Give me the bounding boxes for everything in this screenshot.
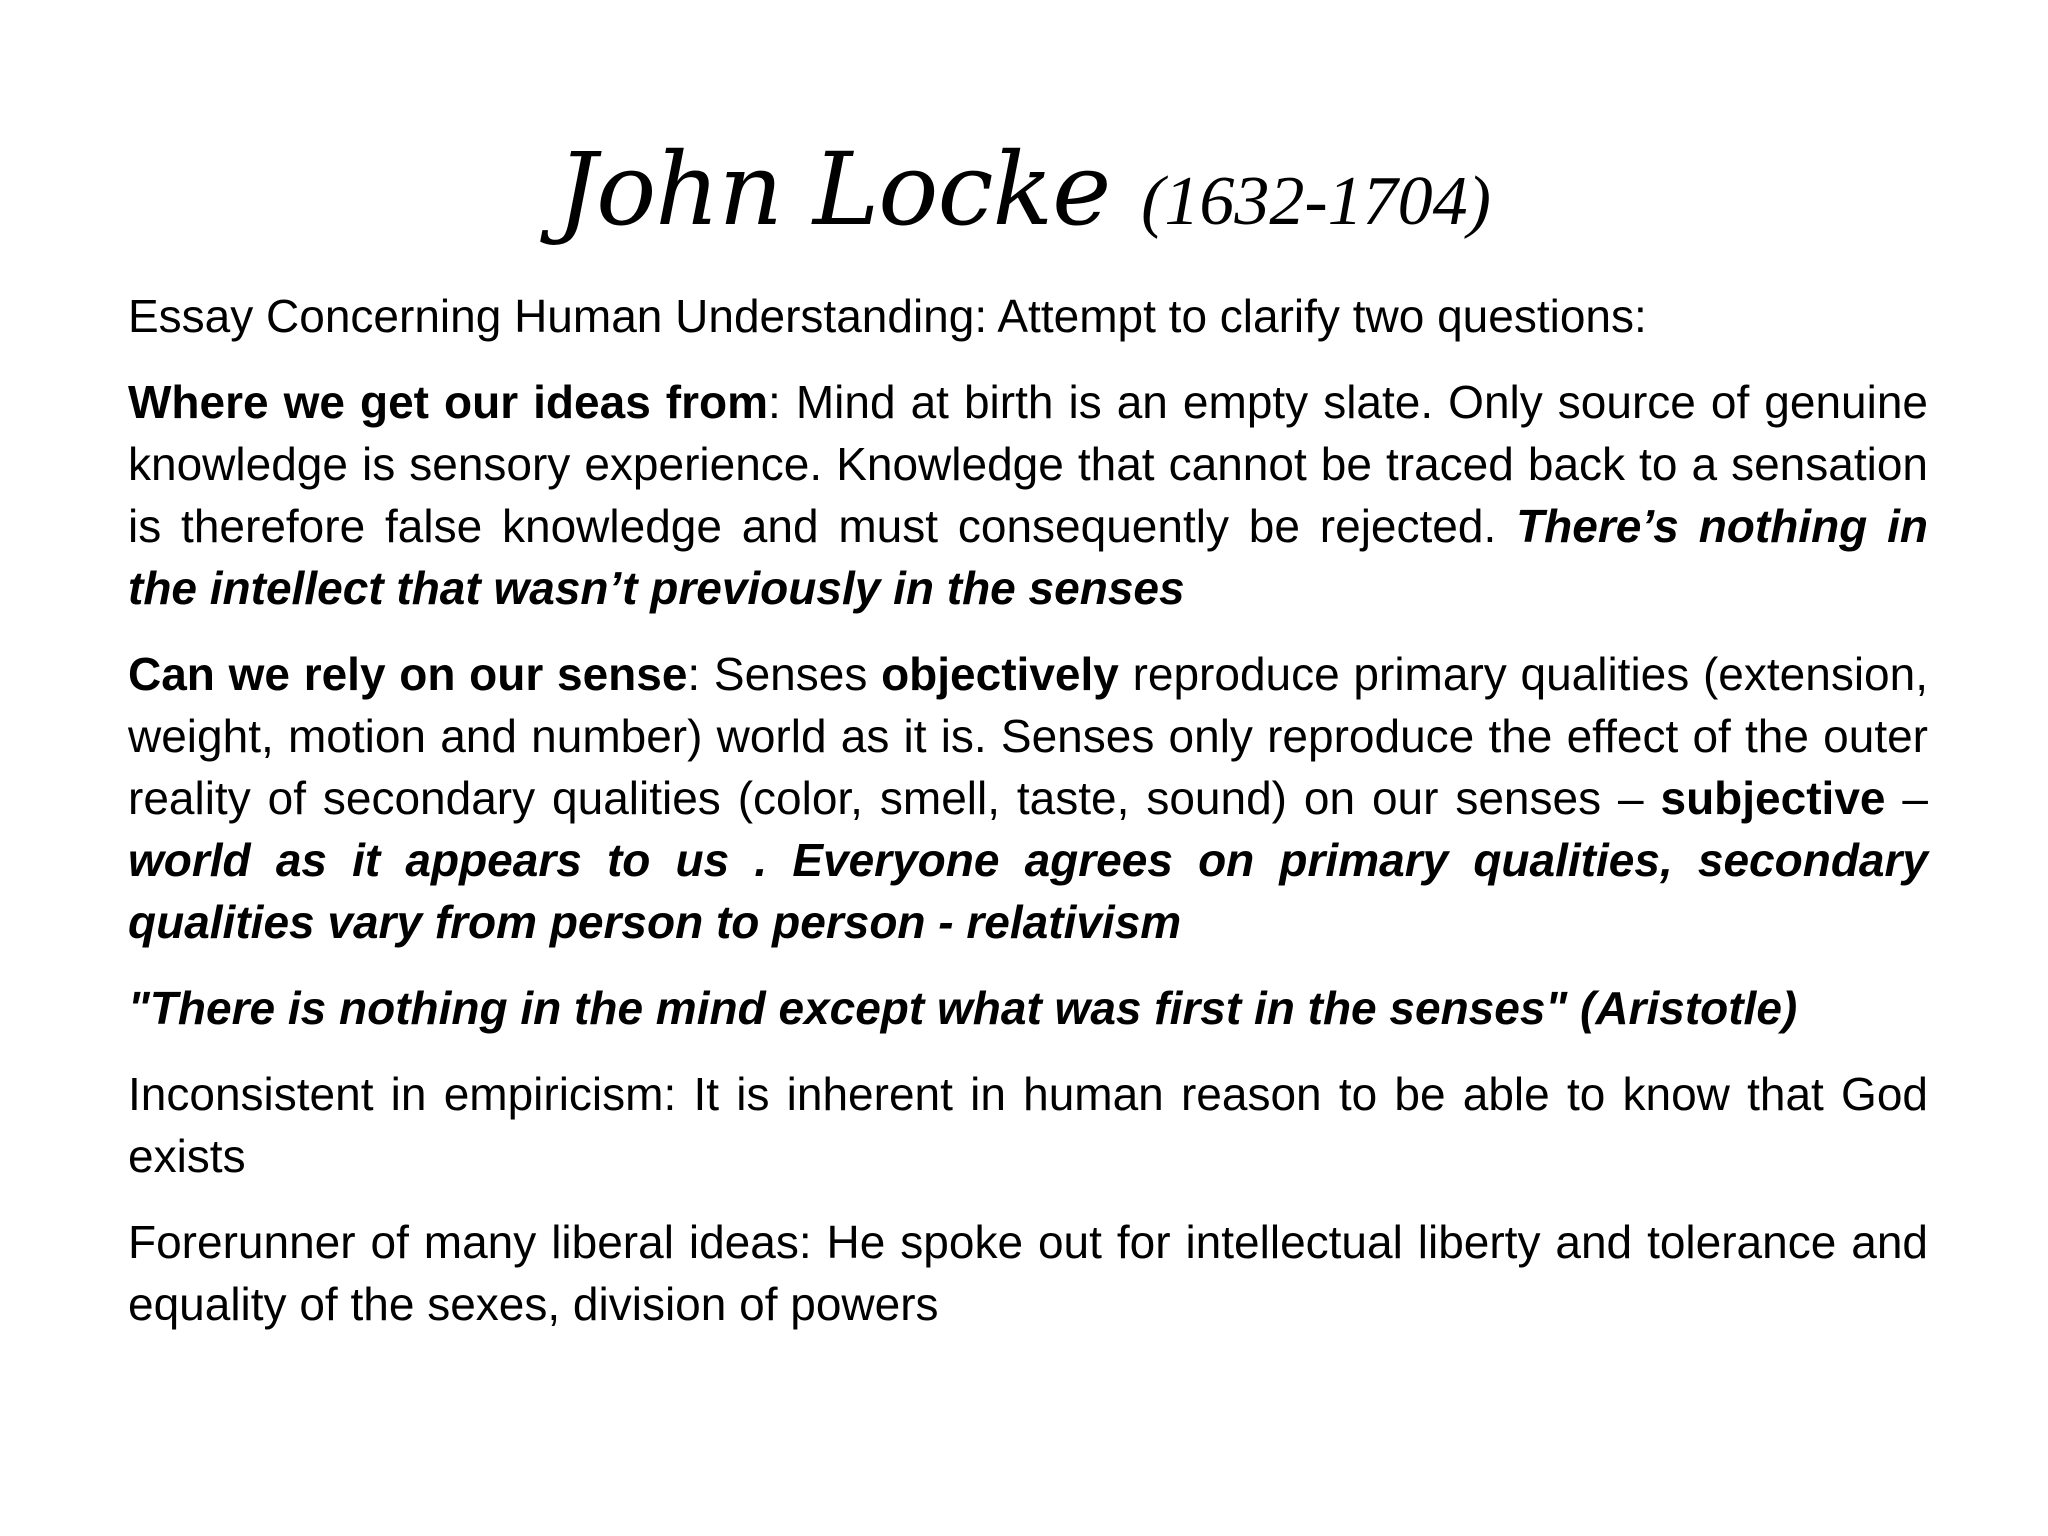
slide-body	[128, 285, 1928, 1359]
senses-heading: Can we rely on our sense	[128, 648, 688, 700]
slide-title	[0, 131, 2048, 248]
aristotle-quote: "There is nothing in the mind except what was first in the senses" (Aristotle)	[128, 982, 1798, 1034]
ideas-heading: Where we get our ideas from	[128, 376, 769, 428]
senses-objectively: objectively	[881, 648, 1119, 700]
senses-emphasis: world as it appears to us . Everyone agrees on primary qualities, secondary qualities vary from person to person - relativism	[128, 834, 1928, 948]
ideas-emphasis: There’s nothing in the intellect that wasn’t previously in the senses	[128, 500, 1928, 614]
senses-subjective: subjective	[1660, 772, 1886, 824]
title-dates: (1632-1704)	[1141, 163, 1491, 240]
senses-paragraph	[128, 643, 1928, 953]
ideas-colon: :	[768, 376, 796, 428]
senses-body: reproduce primary qualities (extension, weight, motion and number) world as it is. Senses only reproduce the effect of the outer reality of secondary qualities (color, smell, taste, sound) on our senses –	[128, 648, 1928, 824]
forerunner-paragraph: Forerunner of many liberal ideas: He spoke out for intellectual liberty and tolerance and equality of the sexes, division of powers	[128, 1216, 1928, 1330]
ideas-body: Mind at birth is an empty slate. Only source of genuine knowledge is sensory experience. Knowledge that cannot be traced back to a sensation is therefore false knowledge and must consequently be rejected.	[128, 376, 1928, 552]
senses-colon: : Senses	[687, 648, 882, 700]
ideas-paragraph	[128, 371, 1928, 619]
intro-paragraph: Essay Concerning Human Understanding: Attempt to clarify two questions:	[128, 290, 1647, 342]
senses-dash: –	[1885, 772, 1928, 824]
title-name: John Locke	[556, 131, 1111, 248]
inconsistent-paragraph: Inconsistent in empiricism: It is inherent in human reason to be able to know that God exists	[128, 1068, 1928, 1182]
